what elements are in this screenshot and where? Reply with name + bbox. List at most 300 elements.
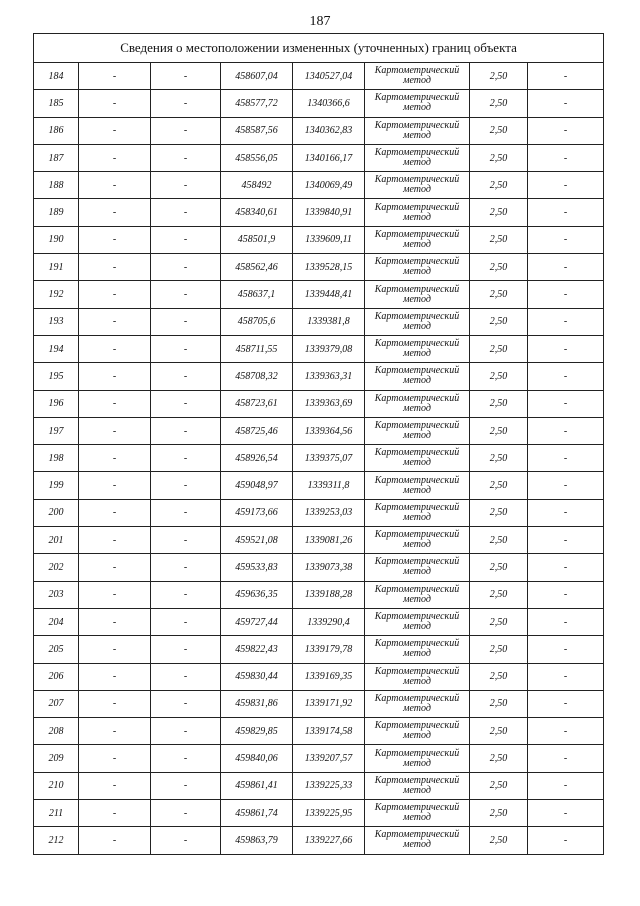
coordinate-y-cell: 1340166,17 (293, 144, 365, 171)
method-cell (365, 663, 470, 690)
coordinate-y-cell: 1339364,56 (293, 417, 365, 444)
table-caption: Сведения о местоположении измененных (уточненных) границ объекта (34, 34, 604, 63)
point-number-cell: 202 (34, 554, 79, 581)
coordinate-y-cell: 1339528,15 (293, 254, 365, 281)
table-row (34, 172, 604, 199)
method-text: Картометрический (374, 310, 460, 322)
table-row (34, 199, 604, 226)
point-number-cell: 184 (34, 63, 79, 90)
empty-value-cell: - (528, 363, 604, 390)
empty-value-cell: - (528, 90, 604, 117)
table-row (34, 745, 604, 772)
empty-value-cell: - (528, 308, 604, 335)
method-text: метод (403, 566, 431, 578)
coordinate-x-cell: 458705,6 (221, 308, 293, 335)
empty-value-cell: - (151, 117, 221, 144)
empty-value-cell: - (151, 663, 221, 690)
coordinate-x-cell: 458556,05 (221, 144, 293, 171)
method-cell (365, 527, 470, 554)
method-text: метод (403, 784, 431, 796)
point-number-cell: 193 (34, 308, 79, 335)
empty-value-cell: - (79, 608, 151, 635)
point-number-cell: 188 (34, 172, 79, 199)
accuracy-cell: 2,50 (470, 800, 528, 827)
empty-value-cell: - (528, 390, 604, 417)
empty-value-cell: - (151, 390, 221, 417)
method-text: метод (403, 539, 431, 551)
point-number-cell: 196 (34, 390, 79, 417)
method-text: метод (403, 102, 431, 114)
method-text: Картометрический (374, 829, 460, 841)
empty-value-cell: - (528, 554, 604, 581)
empty-value-cell: - (528, 772, 604, 799)
method-text: Картометрический (374, 474, 460, 486)
coordinate-x-cell: 458577,72 (221, 90, 293, 117)
empty-value-cell: - (151, 472, 221, 499)
empty-value-cell: - (151, 827, 221, 854)
method-cell (365, 90, 470, 117)
method-cell (365, 417, 470, 444)
coordinate-x-cell: 458723,61 (221, 390, 293, 417)
coordinate-x-cell: 459863,79 (221, 827, 293, 854)
coordinate-y-cell: 1339188,28 (293, 581, 365, 608)
point-number-cell: 192 (34, 281, 79, 308)
method-text: Картометрический (374, 392, 460, 404)
coordinate-y-cell: 1339448,41 (293, 281, 365, 308)
method-cell (365, 308, 470, 335)
empty-value-cell: - (79, 226, 151, 253)
empty-value-cell: - (79, 390, 151, 417)
table-row (34, 554, 604, 581)
coordinate-y-cell: 1339169,35 (293, 663, 365, 690)
coordinate-y-cell: 1339253,03 (293, 499, 365, 526)
empty-value-cell: - (151, 499, 221, 526)
empty-value-cell: - (528, 745, 604, 772)
empty-value-cell: - (151, 63, 221, 90)
empty-value-cell: - (79, 636, 151, 663)
table-row (34, 390, 604, 417)
method-cell (365, 363, 470, 390)
coordinate-x-cell: 459831,86 (221, 690, 293, 717)
table-row (34, 144, 604, 171)
coordinate-y-cell: 1339225,95 (293, 800, 365, 827)
method-cell (365, 772, 470, 799)
empty-value-cell: - (528, 417, 604, 444)
empty-value-cell: - (151, 226, 221, 253)
method-text: Картометрический (374, 119, 460, 131)
coordinate-y-cell: 1339290,4 (293, 608, 365, 635)
empty-value-cell: - (151, 772, 221, 799)
method-cell (365, 226, 470, 253)
empty-value-cell: - (528, 800, 604, 827)
method-text: метод (403, 621, 431, 633)
table-row (34, 472, 604, 499)
method-text: Картометрический (374, 92, 460, 104)
method-text: Картометрический (374, 201, 460, 213)
empty-value-cell: - (79, 90, 151, 117)
point-number-cell: 205 (34, 636, 79, 663)
coordinate-x-cell: 458340,61 (221, 199, 293, 226)
coordinate-y-cell: 1339179,78 (293, 636, 365, 663)
method-text: метод (403, 702, 431, 714)
point-number-cell: 211 (34, 800, 79, 827)
point-number-cell: 200 (34, 499, 79, 526)
method-cell (365, 445, 470, 472)
accuracy-cell: 2,50 (470, 308, 528, 335)
empty-value-cell: - (528, 199, 604, 226)
method-cell (365, 63, 470, 90)
empty-value-cell: - (151, 363, 221, 390)
point-number-cell: 201 (34, 527, 79, 554)
accuracy-cell: 2,50 (470, 581, 528, 608)
accuracy-cell: 2,50 (470, 472, 528, 499)
coordinate-x-cell: 459861,41 (221, 772, 293, 799)
point-number-cell: 198 (34, 445, 79, 472)
method-text: Картометрический (374, 447, 460, 459)
method-text: метод (403, 675, 431, 687)
table-row (34, 636, 604, 663)
method-cell (365, 581, 470, 608)
method-text: Картометрический (374, 228, 460, 240)
method-text: метод (403, 593, 431, 605)
method-text: Картометрический (374, 720, 460, 732)
empty-value-cell: - (151, 581, 221, 608)
method-cell (365, 800, 470, 827)
table-row (34, 335, 604, 362)
method-cell (365, 554, 470, 581)
method-text: Картометрический (374, 529, 460, 541)
empty-value-cell: - (79, 554, 151, 581)
empty-value-cell: - (79, 772, 151, 799)
method-text: метод (403, 757, 431, 769)
empty-value-cell: - (79, 827, 151, 854)
accuracy-cell: 2,50 (470, 663, 528, 690)
point-number-cell: 208 (34, 718, 79, 745)
method-text: метод (403, 129, 431, 141)
point-number-cell: 189 (34, 199, 79, 226)
accuracy-cell: 2,50 (470, 554, 528, 581)
empty-value-cell: - (528, 690, 604, 717)
coordinate-y-cell: 1339363,69 (293, 390, 365, 417)
method-text: метод (403, 648, 431, 660)
method-cell (365, 472, 470, 499)
empty-value-cell: - (79, 718, 151, 745)
point-number-cell: 199 (34, 472, 79, 499)
method-text: метод (403, 293, 431, 305)
method-text: метод (403, 484, 431, 496)
empty-value-cell: - (79, 445, 151, 472)
method-text: метод (403, 157, 431, 169)
empty-value-cell: - (528, 281, 604, 308)
empty-value-cell: - (528, 663, 604, 690)
table-row (34, 63, 604, 90)
method-text: Картометрический (374, 365, 460, 377)
coordinate-x-cell: 459861,74 (221, 800, 293, 827)
method-cell (365, 718, 470, 745)
accuracy-cell: 2,50 (470, 499, 528, 526)
point-number-cell: 187 (34, 144, 79, 171)
coordinate-x-cell: 459048,97 (221, 472, 293, 499)
coordinate-x-cell: 458725,46 (221, 417, 293, 444)
coordinate-y-cell: 1339171,92 (293, 690, 365, 717)
coordinate-x-cell: 458637,1 (221, 281, 293, 308)
empty-value-cell: - (528, 718, 604, 745)
coordinate-x-cell: 459533,83 (221, 554, 293, 581)
empty-value-cell: - (151, 199, 221, 226)
method-text: метод (403, 511, 431, 523)
coordinate-y-cell: 1339225,33 (293, 772, 365, 799)
method-text: метод (403, 430, 431, 441)
accuracy-cell: 2,50 (470, 608, 528, 635)
empty-value-cell: - (151, 281, 221, 308)
accuracy-cell: 2,50 (470, 144, 528, 171)
coordinate-x-cell: 458562,46 (221, 254, 293, 281)
table-row (34, 281, 604, 308)
point-number-cell: 185 (34, 90, 79, 117)
accuracy-cell: 2,50 (470, 718, 528, 745)
table-row (34, 718, 604, 745)
table-row (34, 308, 604, 335)
empty-value-cell: - (79, 690, 151, 717)
coordinate-x-cell: 458587,56 (221, 117, 293, 144)
empty-value-cell: - (528, 117, 604, 144)
coordinate-x-cell: 458607,04 (221, 63, 293, 90)
method-text: Картометрический (374, 65, 460, 77)
method-cell (365, 608, 470, 635)
accuracy-cell: 2,50 (470, 117, 528, 144)
empty-value-cell: - (528, 144, 604, 171)
empty-value-cell: - (151, 172, 221, 199)
method-text: метод (403, 839, 431, 851)
method-cell (365, 690, 470, 717)
method-text: Картометрический (374, 802, 460, 814)
method-text: метод (403, 812, 431, 824)
table-row (34, 690, 604, 717)
empty-value-cell: - (151, 445, 221, 472)
method-text: метод (403, 320, 431, 332)
accuracy-cell: 2,50 (470, 199, 528, 226)
table-row (34, 663, 604, 690)
method-text: метод (403, 75, 431, 87)
empty-value-cell: - (79, 417, 151, 444)
method-text: Картометрический (374, 774, 460, 786)
point-number-cell: 197 (34, 417, 79, 444)
method-cell (365, 745, 470, 772)
method-text: Картометрический (374, 747, 460, 759)
method-text: Картометрический (374, 611, 460, 623)
point-number-cell: 195 (34, 363, 79, 390)
method-cell (365, 199, 470, 226)
table-row (34, 117, 604, 144)
accuracy-cell: 2,50 (470, 827, 528, 854)
empty-value-cell: - (151, 554, 221, 581)
method-cell (365, 172, 470, 199)
method-cell (365, 254, 470, 281)
method-text: Картометрический (374, 556, 460, 568)
point-number-cell: 194 (34, 335, 79, 362)
method-text: Картометрический (374, 665, 460, 677)
empty-value-cell: - (528, 226, 604, 253)
accuracy-cell: 2,50 (470, 63, 528, 90)
empty-value-cell: - (151, 636, 221, 663)
coordinate-y-cell: 1339174,58 (293, 718, 365, 745)
coordinate-y-cell: 1340362,83 (293, 117, 365, 144)
method-cell (365, 117, 470, 144)
empty-value-cell: - (79, 800, 151, 827)
empty-value-cell: - (528, 636, 604, 663)
method-text: метод (403, 184, 431, 196)
empty-value-cell: - (79, 663, 151, 690)
boundary-coordinates-table (33, 33, 604, 855)
empty-value-cell: - (79, 172, 151, 199)
method-cell (365, 335, 470, 362)
method-text: метод (403, 238, 431, 250)
empty-value-cell: - (528, 608, 604, 635)
method-text: Картометрический (374, 283, 460, 295)
coordinate-y-cell: 1339363,31 (293, 363, 365, 390)
method-text: Картометрический (374, 256, 460, 268)
empty-value-cell: - (151, 335, 221, 362)
empty-value-cell: - (79, 335, 151, 362)
coordinate-x-cell: 458708,32 (221, 363, 293, 390)
coordinate-y-cell: 1340366,6 (293, 90, 365, 117)
coordinate-y-cell: 1339207,57 (293, 745, 365, 772)
coordinate-x-cell: 459840,06 (221, 745, 293, 772)
coordinate-y-cell: 1339227,66 (293, 827, 365, 854)
empty-value-cell: - (151, 144, 221, 171)
empty-value-cell: - (151, 800, 221, 827)
empty-value-cell: - (151, 527, 221, 554)
point-number-cell: 206 (34, 663, 79, 690)
accuracy-cell: 2,50 (470, 363, 528, 390)
coordinate-x-cell: 459636,35 (221, 581, 293, 608)
method-text: метод (403, 402, 431, 414)
coordinate-x-cell: 459822,43 (221, 636, 293, 663)
method-text: Картометрический (374, 583, 460, 595)
accuracy-cell: 2,50 (470, 527, 528, 554)
empty-value-cell: - (79, 581, 151, 608)
method-cell (365, 144, 470, 171)
coordinate-y-cell: 1339609,11 (293, 226, 365, 253)
table-row (34, 608, 604, 635)
accuracy-cell: 2,50 (470, 90, 528, 117)
empty-value-cell: - (528, 581, 604, 608)
empty-value-cell: - (528, 254, 604, 281)
coordinate-x-cell: 458492 (221, 172, 293, 199)
method-text: метод (403, 266, 431, 278)
method-text: метод (403, 730, 431, 742)
empty-value-cell: - (79, 745, 151, 772)
accuracy-cell: 2,50 (470, 254, 528, 281)
table-row (34, 226, 604, 253)
coordinate-y-cell: 1340527,04 (293, 63, 365, 90)
empty-value-cell: - (528, 827, 604, 854)
method-text: Картометрический (374, 501, 460, 513)
empty-value-cell: - (151, 690, 221, 717)
method-text: Картометрический (374, 147, 460, 159)
table-row (34, 417, 604, 444)
empty-value-cell: - (528, 499, 604, 526)
empty-value-cell: - (79, 281, 151, 308)
coordinate-y-cell: 1339311,8 (293, 472, 365, 499)
point-number-cell: 186 (34, 117, 79, 144)
method-cell (365, 636, 470, 663)
empty-value-cell: - (151, 308, 221, 335)
method-text: Картометрический (374, 420, 460, 431)
method-cell (365, 827, 470, 854)
empty-value-cell: - (79, 199, 151, 226)
accuracy-cell: 2,50 (470, 335, 528, 362)
method-text: Картометрический (374, 174, 460, 186)
accuracy-cell: 2,50 (470, 281, 528, 308)
empty-value-cell: - (79, 363, 151, 390)
empty-value-cell: - (79, 472, 151, 499)
empty-value-cell: - (528, 445, 604, 472)
method-text: Картометрический (374, 638, 460, 650)
empty-value-cell: - (528, 335, 604, 362)
table-row (34, 90, 604, 117)
coordinate-x-cell: 458501,9 (221, 226, 293, 253)
empty-value-cell: - (79, 254, 151, 281)
empty-value-cell: - (528, 472, 604, 499)
empty-value-cell: - (528, 172, 604, 199)
coordinate-x-cell: 459521,08 (221, 527, 293, 554)
table-row (34, 800, 604, 827)
accuracy-cell: 2,50 (470, 636, 528, 663)
coordinate-y-cell: 1339381,8 (293, 308, 365, 335)
table-row (34, 254, 604, 281)
empty-value-cell: - (79, 63, 151, 90)
table-row (34, 499, 604, 526)
coordinate-x-cell: 458926,54 (221, 445, 293, 472)
accuracy-cell: 2,50 (470, 226, 528, 253)
coordinate-y-cell: 1339073,38 (293, 554, 365, 581)
table-row (34, 527, 604, 554)
empty-value-cell: - (528, 527, 604, 554)
method-cell (365, 281, 470, 308)
point-number-cell: 204 (34, 608, 79, 635)
method-cell (365, 499, 470, 526)
method-text: Картометрический (374, 692, 460, 704)
empty-value-cell: - (528, 63, 604, 90)
table-row (34, 772, 604, 799)
accuracy-cell: 2,50 (470, 745, 528, 772)
empty-value-cell: - (79, 144, 151, 171)
accuracy-cell: 2,50 (470, 772, 528, 799)
method-text: метод (403, 348, 431, 360)
coordinate-y-cell: 1340069,49 (293, 172, 365, 199)
point-number-cell: 190 (34, 226, 79, 253)
coordinate-y-cell: 1339840,91 (293, 199, 365, 226)
empty-value-cell: - (151, 608, 221, 635)
point-number-cell: 210 (34, 772, 79, 799)
empty-value-cell: - (79, 527, 151, 554)
point-number-cell: 212 (34, 827, 79, 854)
empty-value-cell: - (151, 718, 221, 745)
coordinate-x-cell: 458711,55 (221, 335, 293, 362)
coordinate-y-cell: 1339379,08 (293, 335, 365, 362)
method-text: Картометрический (374, 338, 460, 350)
method-text: метод (403, 375, 431, 387)
coordinate-x-cell: 459830,44 (221, 663, 293, 690)
accuracy-cell: 2,50 (470, 390, 528, 417)
coordinate-x-cell: 459727,44 (221, 608, 293, 635)
accuracy-cell: 2,50 (470, 445, 528, 472)
point-number-cell: 209 (34, 745, 79, 772)
table-row (34, 363, 604, 390)
empty-value-cell: - (79, 117, 151, 144)
accuracy-cell: 2,50 (470, 417, 528, 444)
